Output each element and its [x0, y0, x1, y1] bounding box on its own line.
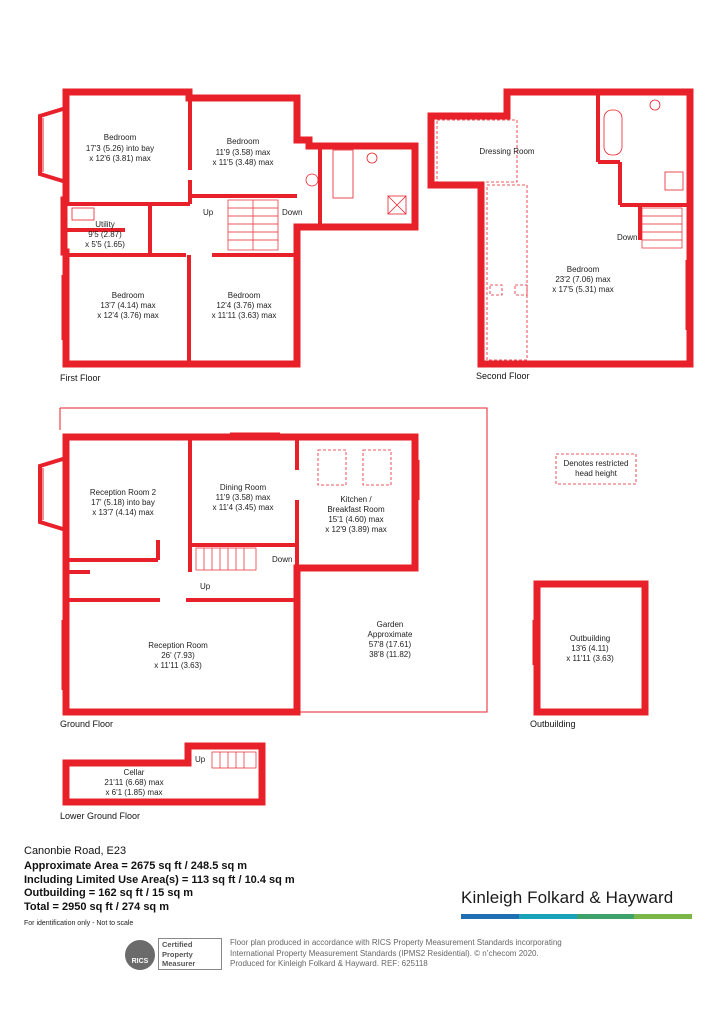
gf-dining-name: Dining Room — [219, 483, 267, 492]
sf-bedroom-dim1: 23'2 (7.06) max — [555, 275, 611, 284]
second-floor-plan — [431, 92, 690, 364]
outbuilding-area: Outbuilding = 162 sq ft / 15 sq m — [24, 887, 194, 899]
gf-stair-down-label: Down — [272, 555, 293, 564]
ff-bedroom-1-name: Bedroom — [103, 133, 137, 142]
outbuilding-name: Outbuilding — [569, 634, 611, 643]
gf-reception-2-name: Reception Room 2 — [89, 488, 157, 497]
ground-floor-label: Ground Floor — [60, 719, 114, 729]
brand-bar-segment — [461, 914, 519, 919]
ff-bedroom-2-dim1: 11'9 (3.58) max — [215, 148, 271, 157]
ff-utility-dim2: x 5'5 (1.65) — [85, 240, 125, 249]
agency-name: Kinleigh Folkard & Hayward — [461, 888, 674, 907]
rics-line-2: Property — [162, 949, 193, 959]
brand-bar-segment — [634, 914, 692, 919]
ff-bedroom-4-name: Bedroom — [227, 291, 261, 300]
gf-dining-dim1: 11'9 (3.58) max — [215, 493, 271, 502]
approximate-area: Approximate Area = 2675 sq ft / 248.5 sq m — [24, 860, 248, 872]
garden-dim2: 38'8 (11.82) — [369, 650, 411, 659]
ff-bedroom-2-name: Bedroom — [226, 137, 260, 146]
ff-utility-dim1: 9'5 (2.87) — [88, 230, 122, 239]
ff-stair-up-label: Up — [203, 208, 214, 217]
lower-ground-floor-plan — [66, 746, 262, 802]
rics-certified-box — [158, 938, 222, 970]
outbuilding-dim1: 13'6 (4.11) — [571, 644, 609, 653]
cellar-stair-up-label: Up — [195, 755, 206, 764]
gf-kitchen-dim1: 15'1 (4.60) max — [328, 515, 384, 524]
total-area: Total = 2950 sq ft / 274 sq m — [24, 900, 169, 913]
ff-bedroom-4-dim1: 12'4 (3.76) max — [216, 301, 272, 310]
ff-bedroom-1-dim1: 17'3 (5.26) into bay — [85, 144, 155, 153]
ff-stair-down-label: Down — [282, 208, 303, 217]
gf-reception-2-dim1: 17' (5.18) into bay — [91, 498, 155, 507]
ff-bedroom-1-dim2: x 12'6 (3.81) max — [89, 154, 151, 163]
sf-bedroom-dim2: x 17'5 (5.31) max — [552, 285, 614, 294]
gf-reception-dim1: 26' (7.93) — [161, 651, 195, 660]
outbuilding-dim2: x 11'11 (3.63) — [566, 654, 614, 663]
rics-line-3: Measurer — [162, 959, 196, 968]
gf-dining-dim2: x 11'4 (3.45) max — [212, 503, 274, 512]
ground-floor-plan — [40, 408, 487, 712]
disclaimer-line-3: Produced for Kinleigh Folkard & Hayward. REF: 625118 — [230, 959, 428, 968]
ff-bedroom-3-dim1: 13'7 (4.14) max — [100, 301, 156, 310]
cellar-name: Cellar — [123, 768, 145, 777]
gf-kitchen-dim2: x 12'9 (3.89) max — [325, 525, 387, 534]
ff-bedroom-3-name: Bedroom — [111, 291, 145, 300]
legend-line-1: Denotes restricted — [563, 459, 629, 468]
ff-utility-name: Utility — [95, 220, 115, 229]
garden-name-2: Approximate — [367, 630, 413, 639]
rics-badge-icon: RICS — [125, 940, 155, 970]
second-floor-label: Second Floor — [476, 371, 530, 381]
property-address: Canonbie Road, E23 — [24, 845, 127, 857]
rics-line-1: Certified — [162, 940, 193, 949]
disclaimer — [230, 938, 610, 970]
sf-bedroom-name: Bedroom — [566, 265, 600, 274]
gf-kitchen-name-2: Breakfast Room — [327, 505, 385, 514]
garden-name: Garden — [376, 620, 404, 629]
brand-bar-segment — [577, 914, 635, 919]
gf-reception-dim2: x 11'11 (3.63) — [154, 661, 202, 670]
gf-stair-up-label: Up — [200, 582, 211, 591]
rics-logo — [125, 938, 225, 974]
ff-bedroom-3-dim2: x 12'4 (3.76) max — [97, 311, 159, 320]
sf-stair-down-label: Down — [617, 233, 638, 242]
brand-bar-segment — [519, 914, 577, 919]
property-info — [24, 845, 404, 927]
gf-kitchen-name: Kitchen / — [340, 495, 372, 504]
first-floor-label: First Floor — [60, 373, 101, 383]
cellar-dim2: x 6'1 (1.85) max — [105, 788, 163, 797]
garden-dim1: 57'8 (17.61) — [368, 640, 412, 649]
disclaimer-line-1: Floor plan produced in accordance with RICS Property Measurement Standards incorporating — [230, 938, 562, 947]
gf-reception-name: Reception Room — [148, 641, 208, 650]
sf-dressing-room-name: Dressing Room — [479, 147, 535, 156]
outbuilding-label: Outbuilding — [530, 719, 576, 729]
limited-use-area: Including Limited Use Area(s) = 113 sq ft / 10.4 sq m — [24, 873, 295, 886]
agency-color-bar — [461, 914, 692, 919]
ff-bedroom-2-dim2: x 11'5 (3.48) max — [212, 158, 274, 167]
gf-reception-2-dim2: x 13'7 (4.14) max — [92, 508, 154, 517]
disclaimer-line-2: International Property Measurement Standards (IPMS2 Residential). © n’checom 2020. — [230, 948, 539, 958]
legend-line-2: head height — [575, 469, 617, 478]
lower-ground-floor-label: Lower Ground Floor — [60, 811, 141, 821]
cellar-dim1: 21'11 (6.68) max — [104, 778, 164, 787]
scale-note: For identification only - Not to scale — [24, 920, 134, 927]
ff-bedroom-4-dim2: x 11'11 (3.63) max — [211, 311, 277, 320]
